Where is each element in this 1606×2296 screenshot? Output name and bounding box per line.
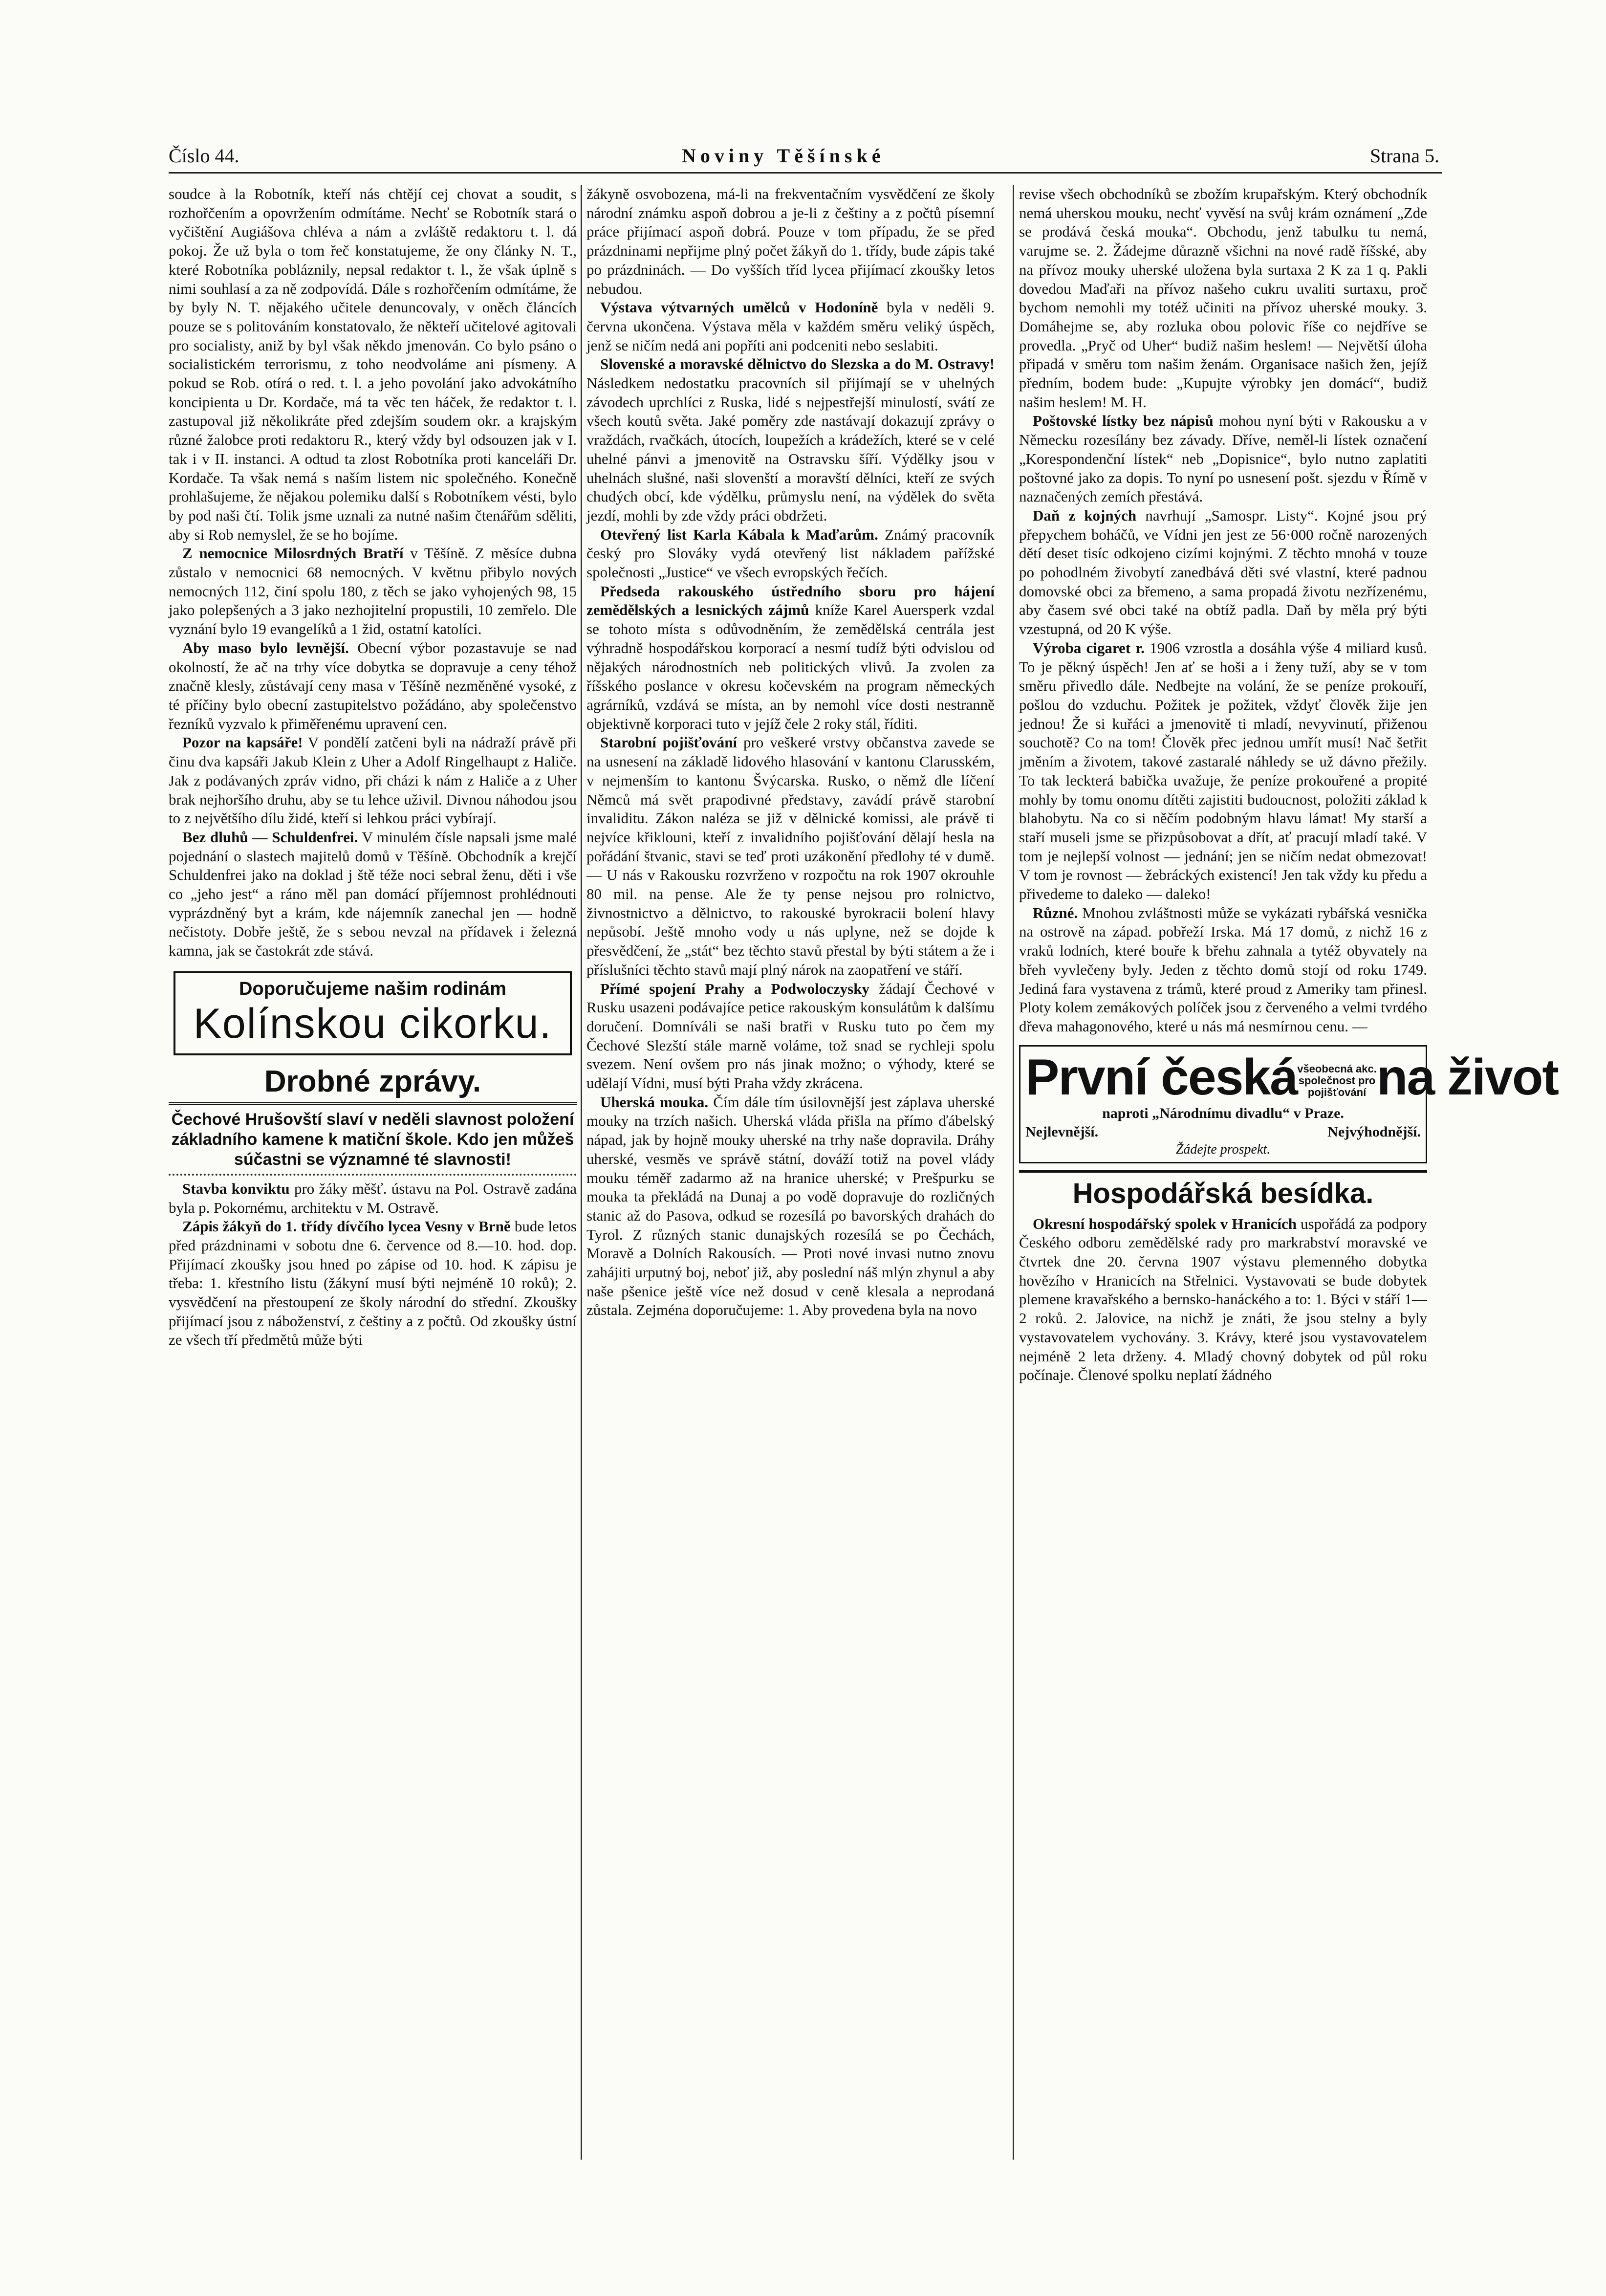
- article-cigarety: Výroba cigaret r. 1906 vzrostla a dosáhla výše 4 miliard kusů. To je pěkný úspěch! Jen ať se hoši a i ženy tuží, aby se v tom směru přivedlo dále. Nedbejte na volání, že se peníze prokouří, pošlou do vzduchu. Požitek je požitek, vždyť člověk žije jen jednou! Že si kuřáci a jmenovitě ti mladí, nevyvinutí, přiženou souchotě? Co na tom! Člověk přec jednou umřít musí! Nač šetřit jměním a životem, takové zastaralé náhledy se už dávno přežily. To tak leckterá babička uvažuje, že peníze prokouřené a propité mohly by tomu onomu dítěti zajistiti budoucnost, položiti základ k blahobytu. Na co si něčím podobným hlavu lámat! My starší a staří museli jsme se přizpůsobovat a dřít, ať pracují mladí také. V tom je nejlepší volnost — jednání; jen se ničím nedat obmezovat! V tom je rovnost — žebráckých existencí! Jen tak vždy ku předu a přivedeme to daleko — daleko!: [1019, 639, 1427, 903]
- advert-line: Doporučujeme našim rodinám: [239, 978, 506, 999]
- header-rule: [169, 172, 1442, 174]
- section-title: Drobné zprávy.: [169, 1064, 577, 1105]
- notice: Čechové Hrušovští slaví v neděli slavnost položení základního kamene k matiční škole. Kdo jen můžeš súčastni se významné té slavnosti!: [171, 1110, 574, 1169]
- dotted-rule: [169, 1174, 577, 1176]
- article-schuldenfrei: Bez dluhů — Schuldenfrei. V minulém čísle napsali jsme malé pojednání o slastech majitelů domů v Těšíně. Obchodník a krejčí Schuldenfrei jako na doklad j ště téže noci sebral ženu, děti i vše co „jeho jest“ a ráno měl pan domácí příjemnost prohlédnouti vyprázdněný byt a krám, kde nájemník zanechal jen — hodně nečistoty. Dobře ještě, že s sebou nevzal na přídavek i železná kamna, jak se častokrát zde stává.: [169, 828, 577, 960]
- article-nemocnice: Z nemocnice Milosrdných Bratří v Těšíně. Z měsíce dubna zůstalo v nemocnici 68 nemocných. V květnu přibylo nových nemocných 112, činí spolu 180, z těch se jako vyhojených 98, 15 jako polepšených a 3 jako nezhojitelní propustili, 10 zemřelo. Dle vyznání bylo 19 evangelíků a 1 žid, ostatní katolíci.: [169, 545, 577, 638]
- article-ruzne: Různé. Mnohou zvláštnosti může se vykázati rybářská vesnička na ostrově na západ. pobřeží Irska. Má 17 domů, z nichž 16 z vraků lodních, které bouře k břehu zahnala a tytéž obyvately na břeh vyvlečeny byly. Jeden z těchto domů stojí od roku 1749. Jediná fara vystavena z trámů, které proud z Ameriky tam přinesl. Ploty kolem zemákových políček jsou z červeného a velmi tvrdého dřeva mahagonového, které u nás má nesmírnou cenu. —: [1019, 904, 1427, 1035]
- article-delnictvo: Slovenské a moravské dělnictvo do Slezska a do M. Ostravy! Následkem nedostatku pracovních sil přijímají se v uhelných závodech uprchlíci z Ruska, lidé s nejpestřejší minulostí, svátí ze všech koutů světa. Jaké poměry zde nastávají dokazují zprávy o vraždách, rvačkách, útocích, loupežích a krádežích, které se v celé uhelné pánvi a jmenovitě na Ostravsku šíří. Výdělky jsou v uhelnách slušné, naši slovenští a moravští dělníci, kteří ze svých chudých obcí, kde výdělku, průmyslu není, na výdělek do světa jezdí, mohli by zde vždy práci obdržeti.: [586, 355, 995, 524]
- column-rule-2: [1013, 185, 1014, 2160]
- column-1: [169, 185, 577, 2160]
- page-number: Strana 5.: [1369, 145, 1439, 167]
- advert-insurance-title: První českávšeobecná akc. společnost pro pojišťování na život: [1025, 1049, 1559, 1106]
- article-spojeni: Přímé spojení Prahy a Podwoloczysky žádají Čechové v Rusku usazeni podávajíce petice rakouským konsulátům k dalšímu doručení. Domníváli se naši bratři v Rusku tuto po čem my Čechové Slezští stále marně voláme, tož snad se rychleji spolu svezem. Není ovšem pro nás jinak možno; o výhody, které se udělají Vídni, musí býti Praha vždy zkrácena.: [586, 980, 995, 1092]
- article-paragraph: revise všech obchodníků se zbožím krupařským. Který obchodník nemá uherskou mouku, nechť vyvěsí na svůj krám oznámení „Zde se prodává česká mouka“. Obchodu, jenž tabulku tu nemá, varujme se. 2. Žádejme důrazně všichni na nové radě říšské, aby na přívoz mouky uherské uložena byla surtaxa 2 K za 1 q. Pakli dovedou Maďaři na přívoz našeho cukru uvaliti surtaxu, proč bychom nemohli my totéž učiniti na přívoz uherské mouky. 3. Domáhejme se, aby rozluka obou polovic říše co nejdříve se provedla. „Pryč od Uher“ budiž našim heslem! — Největší úloha připadá v směru tom našim ženám. Organisace našich žen, jejíž předním, bodem bude: „Kupujte výrobky jen domácí“, budiž našim heslem! M. H.: [1019, 185, 1427, 411]
- column-2: [586, 185, 995, 2160]
- advert-insurance: [1019, 1045, 1559, 1163]
- advert-address: naproti „Národnímu divadlu“ v Praze.: [1102, 1105, 1344, 1121]
- page-header: [169, 144, 1439, 167]
- column-3: [1019, 185, 1559, 2160]
- article-paragraph: žákyně osvobozena, má-li na frekventačním vysvědčení ze školy národní známku aspoň dobrou a je-li z češtiny a z počtů písemní práce přijímací aspoň dobrá. Pouze v tom případu, že se před prázdninami nepřijme plný počet žákyň do 1. třídy, bude zápis také po prázdninách. — Do vyšších tříd lycea přijímací zkoušky letos nebudou.: [586, 185, 995, 297]
- article-zapis: Zápis žákyň do 1. třídy dívčího lycea Vesny v Brně bude letos před prázdninami v sobotu dne 6. července od 8.—10. hod. dop. Přijímací zkoušky jsou hned po zápise od 10. hod. K zápisu je třeba: 1. křestního listu (žákyní musí býti nejméně 10 roků); 2. vysvědčení na přestoupení ze školy národní do střední. Zkoušky přijímací jsou z náboženství, z češtiny a z počtů. Od zkoušky ústní ze všech tří předmětů může býti: [169, 1218, 577, 1349]
- article-listky: Poštovské lístky bez nápisů mohou nyní býti v Rakousku a v Německu rozesílány bez závady. Dříve, neměl-li lístek označení „Korespondenční lístek“ neb „Dopisnice“, bylo nutno zaplatiti poštovné jako za dopis. To nyní po usnesení pošt. sjezdu v Římě v naznačených zemích přestává.: [1019, 412, 1427, 505]
- article-kabala: Otevřený list Karla Kábala k Maďarům. Známý pracovník český pro Slováky vydá otevřený list nákladem pařížské společnosti „Justice“ ve všech evropských řečích.: [586, 525, 995, 581]
- advert-note: Žádejte prospekt.: [1175, 1141, 1271, 1157]
- article-paragraph: soudce à la Robotník, kteří nás chtějí cej chovat a soudit, s rozhořčením a opovržením odmítáme. Nechť se Robotník stará o vyčištění Augiášova chléva a nám a zvláště redaktoru t. l. dá pokoj. Že už byla o tom řeč konstatujeme, že ony články N. T., které Robotníka pobláznily, nepsal redaktor t. l., že však úplně s nimi souhlasí a za ně zodpovídá. Dále s rozhořčením odmítáme, že by byly N. T. nějakého učitele denuncovaly, v oněch článcích pouze se s politováním konstatovalo, že někteří učitelové agitovali pro socialisty, aniž by byl však někdo jmenován. Co bylo psáno o socialistickém terrorismu, z toho neodvoláme ani písmeny. A pokud se Rob. otírá o red. t. l. a jeho povolání jako advokátního koncipienta u Dr. Kordače, má ta věc ten háček, že redaktor t. l. zastupoval již několikráte před zdejším soudem okr. a krajským různé žalobce proti redaktoru R., který vždy byl odsouzen jak v I. tak i v II. instanci. A odtud ta zlost Robotníka proti kanceláři Dr. Kordače. Ta však nemá s naším listem nic společného. Konečně prohlašujeme, že nějakou polemiku další s Robotníkem vésti, bylo by pod naši čtí. Tolik jsme uznali za nutné našim čtenářům sděliti, aby si Rob nemyslel, že se ho bojíme.: [169, 185, 577, 543]
- article-kojne: Daň z kojných navrhují „Samospr. Listy“. Kojné jsou prý přepychem boháčů, ve Vídni jen jest ze 56·000 ročně narozených dětí deset tisíc odkojeno cizími kojnými. Z těchto mnohá v touze po pohodlném živobytí zanedbává děti své vlastní, které padnou domovské obci za břemeno, a sama propadá životu nezřízenému, aby časem své obci také na obtíž padla. Daň by měla prý býti vzestupná, od 20 K výše.: [1019, 506, 1427, 638]
- section-title: Hospodářská besídka.: [1019, 1170, 1427, 1211]
- masthead: Noviny Těšínské: [682, 145, 885, 167]
- advert-slogans: Nejlevnější. Nejvýhodnější.: [1025, 1123, 1421, 1140]
- article-konvikt: Stavba konviktu pro žáky měšť. ústavu na Pol. Ostravě zadána byla p. Pokornému, architektu v M. Ostravě.: [169, 1180, 577, 1216]
- advert-cikorka: [174, 971, 572, 1055]
- advert-brand: Kolínskou cikorku.: [193, 1000, 552, 1047]
- article-mouka: Uherská mouka. Čím dále tím úsilovnější jest záplava uherské mouky na trzích našich. Uherská vláda přišla na přímo ďábelský nápad, jak by hojně mouky uherské na trhy naše dopravila. Dráhy uherské, vesměs ve správě státní, dováží totiž na povel vlády mouku téměř zadarmo až na hranice uherské; v Prešpurku se mouka ta překládá na Dunaj a po vodě dopravuje do rozličných stanic až do Pasova, odkud se rozesílá po bavorských drahách do Tyrol. Z různých stanic dunajských rozesílá se po Čechách, Moravě a Dolních Rakousích. — Proti nové invasi nutno znovu zahájiti urputný boj, neboť již, aby poslední náš mlýn zhynul a aby naše pšenice ještě více než dosud v ceně klesala a neprodaná zůstala. Zejména doporučujeme: 1. Aby provedena byla na novo: [586, 1093, 995, 1319]
- article-vystava: Výstava výtvarných umělců v Hodoníně byla v neděli 9. června ukončena. Výstava měla v každém směru veliký úspěch, jenž se ničím nedá ani popříti ani podceniti nebo seslabiti.: [586, 299, 995, 354]
- issue-number: Číslo 44.: [169, 145, 239, 167]
- article-starobni: Starobní pojišťování pro veškeré vrstvy občanstva zavede se na usnesení na základě lidového hlasování v kantonu Clarusském, v nejmenším to kantonu Švýcarska. Rusko, o němž dle líčení Němců má svět prapodivné představy, zavádí právě starobní invaliditu. Zákon naléza se již v dělnické komissi, ale právě ti nejvíce křiklouni, kteří z invalidního pojišťování dělají hesla na pořádání štvanic, stavi se teď proti uzákonění předlohy té v dumě. — U nás v Rakousku rozvrženo v rozpočtu na rok 1907 okrouhle 80 mil. na pense. Ale že ty pense nejsou pro rolnictvo, živnostnictvo a dělnictvo, to rakouské byrokracii bolení hlavy nepůsobí. Ještě mnoho vody u nás uplyne, než se dojde k přesvědčení, že „stát“ bez těchto stavů přestal by býti státem a že i příslušníci těchto stavů mají plný nárok na zaopatření ve stáří.: [586, 734, 995, 978]
- article-maso: Aby maso bylo levnější. Obecní výbor pozastavuje se nad okolností, že ač na trhy více dobytka se dopravuje a ceny téhož značně klesly, zůstávají ceny masa v Těšíně nezměněné vysoké, z té příčiny bylo obecní zastupitelstvo požádáno, aby společenstvo řezníků vyzvalo k přiměřenému upravení cen.: [169, 639, 577, 732]
- article-kapsari: Pozor na kapsáře! V pondělí zatčeni byli na nádraží právě při činu dva kapsáři Jakub Klein z Uher a Adolf Ringelhaupt z Haliče. Jak z podávaných zpráv vidno, při cházi k nám z Haliče a z Uher brak nejhoršího druhu, aby se tu lehce uživil. Divnou náhodou jsou to z největšího dílu židé, kteří si lehkou práci vybírají.: [169, 734, 577, 827]
- column-rule-1: [581, 185, 582, 2160]
- article-auersperk: Předseda rakouského ústředního sboru pro hájení zemědělských a lesnických zájmů kníže Karel Auersperk vzdal se tohoto místa s odůvodněním, že zemědělská centrála jest výhradně hospodářskou korporací a nesmí tudíž býti odvislou od nějakých národnostních neb politických vlivů. Ja zvolen za říšského poslance v okresu kočevském na program německých agrárníků, vzdává se místa, an by nemohl více dosti nestranně objektivně korporaci tuto v jejíž čele 2 roky stál, říditi.: [586, 582, 995, 732]
- article-hranice: Okresní hospodářský spolek v Hranicích uspořádá za podpory Českého odboru zemědělské rady pro markrabství moravské ve čtvrtek dne 20. června 1907 výstavu plemenného dobytka hovězího v Hranicích na Střelnici. Vystavovati se bude dobytek plemene kravařského a bernsko-hanáckého a to: 1. Býci v stáří 1—2 roků. 2. Jalovice, na nichž je znáti, že jsou stelny a byly vystavovatelem vychovány. 3. Krávy, které jsou vystavovatelem nejméně 2 leta drženy. 4. Mladý chovný dobytek od půl roku počínaje. Členové spolku neplatí žádného: [1019, 1215, 1427, 1384]
